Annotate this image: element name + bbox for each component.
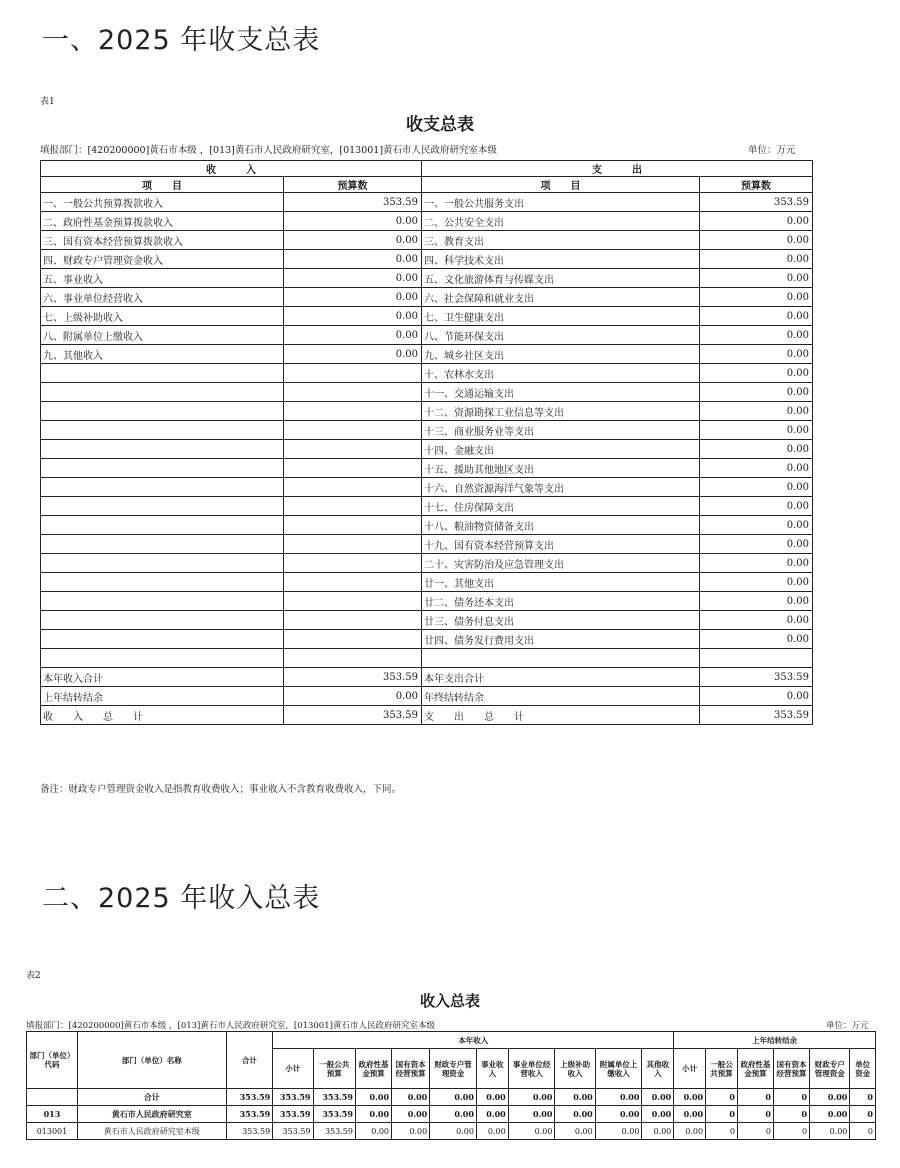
t2-current-value: 0.00	[555, 1089, 595, 1106]
income-value: 0.00	[284, 288, 422, 307]
t2-current-value: 0.00	[642, 1089, 674, 1106]
t2-carry-value: 0.00	[674, 1089, 706, 1106]
t2-subcol-current: 事业收入	[476, 1049, 508, 1089]
table1-row	[41, 212, 813, 231]
t2-current-value: 0.00	[476, 1089, 508, 1106]
t2-carry-value: 0	[737, 1089, 773, 1106]
table2-row	[27, 1123, 876, 1140]
income-value	[284, 630, 422, 649]
t2-carry-value: 0	[850, 1123, 876, 1140]
expense-item: 二、公共安全支出	[422, 212, 700, 231]
expense-item: 四、科学技术支出	[422, 250, 700, 269]
table1-row	[41, 421, 813, 440]
expense-value: 0.00	[700, 554, 813, 573]
expense-item: 本年支出合计	[422, 668, 700, 687]
expense-value: 0.00	[700, 573, 813, 592]
income-value: 0.00	[284, 269, 422, 288]
table1-row	[41, 478, 813, 497]
expense-item: 七、卫生健康支出	[422, 307, 700, 326]
t2-carry-value: 0	[773, 1106, 809, 1123]
expense-item: 十四、金融支出	[422, 440, 700, 459]
table1-row	[41, 554, 813, 573]
expense-item: 廿三、债务付息支出	[422, 611, 700, 630]
t2-current-value: 0.00	[392, 1089, 430, 1106]
col-item-out: 项 目	[422, 177, 700, 193]
income-item: 收 入 总 计	[41, 706, 284, 725]
table1-row	[41, 573, 813, 592]
income-item	[41, 573, 284, 592]
expense-value: 0.00	[700, 516, 813, 535]
income-item	[41, 478, 284, 497]
income-item: 八、附属单位上缴收入	[41, 326, 284, 345]
table1-row	[41, 250, 813, 269]
t2-subcol-current: 事业单位经营收入	[508, 1049, 555, 1089]
t2-code: 013	[27, 1106, 78, 1123]
expense-item: 八、节能环保支出	[422, 326, 700, 345]
t2-col-name: 部门（单位）名称	[77, 1032, 226, 1089]
col-item-in: 项 目	[41, 177, 284, 193]
income-value: 0.00	[284, 307, 422, 326]
expense-item	[422, 649, 700, 668]
t2-subcol-carry: 单位资金	[850, 1049, 876, 1089]
income-value	[284, 535, 422, 554]
expense-item: 六、社会保障和就业支出	[422, 288, 700, 307]
expense-value: 0.00	[700, 459, 813, 478]
t2-subcol-current: 一般公共预算	[313, 1049, 355, 1089]
expense-item: 三、教育支出	[422, 231, 700, 250]
table1-row	[41, 288, 813, 307]
income-item: 二、政府性基金预算拨款收入	[41, 212, 284, 231]
income-summary-table	[26, 1031, 876, 1140]
income-value	[284, 611, 422, 630]
section1-title: 一、2025 年收支总表	[42, 25, 321, 56]
table2-row	[27, 1106, 876, 1123]
t2-current-value: 0.00	[555, 1106, 595, 1123]
t2-current-value: 353.59	[313, 1089, 355, 1106]
income-item	[41, 592, 284, 611]
expense-item: 十六、自然资源海洋气象等支出	[422, 478, 700, 497]
t2-current-value: 0.00	[508, 1089, 555, 1106]
t2-col-total: 合计	[226, 1032, 273, 1089]
t2-current-value: 353.59	[273, 1106, 313, 1123]
t2-current-value: 0.00	[355, 1106, 391, 1123]
income-item: 七、上级补助收入	[41, 307, 284, 326]
t2-current-value: 0.00	[355, 1123, 391, 1140]
expense-value: 0.00	[700, 288, 813, 307]
income-item: 四、财政专户管理资金收入	[41, 250, 284, 269]
expense-item: 十五、援助其他地区支出	[422, 459, 700, 478]
t2-carry-value: 0	[850, 1089, 876, 1106]
income-item	[41, 630, 284, 649]
table1-subheader-row	[41, 177, 813, 193]
income-item	[41, 459, 284, 478]
expense-item: 十一、交通运输支出	[422, 383, 700, 402]
expense-item: 一、一般公共服务支出	[422, 193, 700, 212]
expense-value: 0.00	[700, 402, 813, 421]
t2-subcol-current: 财政专户管理资金	[430, 1049, 477, 1089]
income-value: 353.59	[284, 193, 422, 212]
table1-label: 表1	[40, 97, 55, 107]
t2-carry-value: 0.00	[810, 1106, 850, 1123]
expense-item: 十二、资源勘探工业信息等支出	[422, 402, 700, 421]
table1-row	[41, 516, 813, 535]
table1-row	[41, 345, 813, 364]
income-item: 九、其他收入	[41, 345, 284, 364]
income-item: 上年结转结余	[41, 687, 284, 706]
table1-unit: 单位：万元	[748, 145, 796, 156]
table1-row	[41, 649, 813, 668]
t2-current-value: 0.00	[555, 1123, 595, 1140]
income-value	[284, 554, 422, 573]
t2-name: 黄石市人民政府研究室本级	[77, 1123, 226, 1140]
expense-item: 九、城乡社区支出	[422, 345, 700, 364]
income-value	[284, 497, 422, 516]
income-value	[284, 440, 422, 459]
expense-value: 353.59	[700, 668, 813, 687]
t2-current-value: 353.59	[273, 1089, 313, 1106]
expense-item: 年终结转结余	[422, 687, 700, 706]
t2-current-value: 353.59	[313, 1106, 355, 1123]
table1-row	[41, 402, 813, 421]
expense-item: 十三、商业服务业等支出	[422, 421, 700, 440]
t2-subcol-current: 政府性基金预算	[355, 1049, 391, 1089]
expense-value: 0.00	[700, 383, 813, 402]
t2-current-value: 0.00	[595, 1123, 642, 1140]
income-item	[41, 611, 284, 630]
t2-current-value: 0.00	[392, 1123, 430, 1140]
t2-carry-value: 0	[773, 1089, 809, 1106]
table1-row	[41, 535, 813, 554]
table1-header-row	[41, 161, 813, 177]
income-item	[41, 421, 284, 440]
table1-row	[41, 687, 813, 706]
expense-item: 十八、粮油物资储备支出	[422, 516, 700, 535]
t2-total: 353.59	[226, 1123, 273, 1140]
income-value	[284, 649, 422, 668]
income-value	[284, 383, 422, 402]
income-value: 0.00	[284, 250, 422, 269]
t2-subcol-carry: 政府性基金预算	[737, 1049, 773, 1089]
t2-current-value: 0.00	[642, 1106, 674, 1123]
table2-unit: 单位：万元	[826, 1021, 869, 1031]
expense-value: 353.59	[700, 193, 813, 212]
income-item: 本年收入合计	[41, 668, 284, 687]
t2-current-value: 0.00	[430, 1123, 477, 1140]
expense-item: 十九、国有资本经营预算支出	[422, 535, 700, 554]
expense-item: 廿四、债务发行费用支出	[422, 630, 700, 649]
table2-filler: 填报部门：[420200000]黄石市本级 ，[013]黄石市人民政府研究室，[013001]黄石市人民政府研究室本级	[26, 1021, 435, 1031]
t2-current-value: 0.00	[355, 1089, 391, 1106]
section2-title: 二、2025 年收入总表	[42, 883, 321, 914]
expense-value: 0.00	[700, 630, 813, 649]
t2-current-value: 353.59	[313, 1123, 355, 1140]
t2-current-value: 0.00	[476, 1106, 508, 1123]
income-value	[284, 478, 422, 497]
income-value: 0.00	[284, 212, 422, 231]
t2-current-value: 0.00	[430, 1089, 477, 1106]
income-item	[41, 535, 284, 554]
col-budget-in: 预算数	[284, 177, 422, 193]
t2-code: 013001	[27, 1123, 78, 1140]
table1-row	[41, 459, 813, 478]
income-item	[41, 364, 284, 383]
table1-row	[41, 497, 813, 516]
income-value	[284, 516, 422, 535]
table1-row	[41, 193, 813, 212]
income-value	[284, 573, 422, 592]
expense-value: 0.00	[700, 478, 813, 497]
income-item	[41, 516, 284, 535]
t2-carry-value: 0	[850, 1106, 876, 1123]
t2-subcol-carry: 小计	[674, 1049, 706, 1089]
t2-code	[27, 1089, 78, 1106]
t2-current-value: 0.00	[476, 1123, 508, 1140]
expense-item: 二十、灾害防治及应急管理支出	[422, 554, 700, 573]
t2-current-value: 0.00	[642, 1123, 674, 1140]
income-item	[41, 497, 284, 516]
expense-value: 0.00	[700, 421, 813, 440]
table2-title: 收入总表	[419, 992, 480, 1010]
t2-subcol-carry: 财政专户管理资金	[810, 1049, 850, 1089]
expense-value: 0.00	[700, 307, 813, 326]
income-value: 353.59	[284, 706, 422, 725]
t2-col-current: 本年收入	[273, 1032, 674, 1049]
expense-header: 支 出	[422, 161, 813, 177]
table1-row	[41, 440, 813, 459]
col-budget-out: 预算数	[700, 177, 813, 193]
t2-carry-value: 0	[773, 1123, 809, 1140]
t2-subcol-current: 上级补助收入	[555, 1049, 595, 1089]
expense-value: 0.00	[700, 269, 813, 288]
table1-row	[41, 269, 813, 288]
t2-carry-value: 0	[706, 1123, 738, 1140]
t2-carry-value: 0	[737, 1106, 773, 1123]
income-item	[41, 554, 284, 573]
income-value	[284, 364, 422, 383]
expense-value: 0.00	[700, 364, 813, 383]
expense-item: 廿二、债务还本支出	[422, 592, 700, 611]
t2-carry-value: 0.00	[674, 1123, 706, 1140]
income-value: 0.00	[284, 345, 422, 364]
income-value: 353.59	[284, 668, 422, 687]
expense-value: 0.00	[700, 212, 813, 231]
expense-item: 廿一、其他支出	[422, 573, 700, 592]
income-value	[284, 459, 422, 478]
expense-value: 0.00	[700, 345, 813, 364]
expense-value: 0.00	[700, 250, 813, 269]
t2-carry-value: 0.00	[810, 1089, 850, 1106]
income-value	[284, 592, 422, 611]
t2-current-value: 0.00	[595, 1106, 642, 1123]
income-item: 五、事业收入	[41, 269, 284, 288]
table1-row	[41, 630, 813, 649]
expense-value: 0.00	[700, 326, 813, 345]
t2-subcol-carry: 一般公共预算	[706, 1049, 738, 1089]
expense-value: 0.00	[700, 440, 813, 459]
income-item: 一、一般公共预算拨款收入	[41, 193, 284, 212]
income-value	[284, 421, 422, 440]
table1-row	[41, 592, 813, 611]
expense-value: 0.00	[700, 592, 813, 611]
t2-current-value: 0.00	[430, 1106, 477, 1123]
table2-label: 表2	[26, 971, 41, 981]
t2-carry-value: 0	[706, 1089, 738, 1106]
expense-item: 十七、住房保障支出	[422, 497, 700, 516]
t2-current-value: 0.00	[508, 1106, 555, 1123]
expense-item: 五、文化旅游体育与传媒支出	[422, 269, 700, 288]
expense-value: 0.00	[700, 231, 813, 250]
t2-subcol-carry: 国有资本经营预算	[773, 1049, 809, 1089]
t2-total: 353.59	[226, 1089, 273, 1106]
expense-value: 353.59	[700, 706, 813, 725]
expense-value: 0.00	[700, 497, 813, 516]
expense-value	[700, 649, 813, 668]
t2-name: 黄石市人民政府研究室	[77, 1106, 226, 1123]
t2-current-value: 0.00	[595, 1089, 642, 1106]
expense-value: 0.00	[700, 687, 813, 706]
table1-row	[41, 611, 813, 630]
t2-col-code: 部门（单位）代码	[27, 1032, 78, 1089]
income-item	[41, 402, 284, 421]
t2-carry-value: 0	[737, 1123, 773, 1140]
income-header: 收 入	[41, 161, 422, 177]
t2-subcol-current: 小计	[273, 1049, 313, 1089]
t2-current-value: 353.59	[273, 1123, 313, 1140]
t2-current-value: 0.00	[508, 1123, 555, 1140]
income-item	[41, 649, 284, 668]
income-item: 三、国有资本经营预算拨款收入	[41, 231, 284, 250]
table1-title: 收支总表	[406, 115, 474, 135]
t2-subcol-current: 国有资本经营预算	[392, 1049, 430, 1089]
expense-item: 十、农林水支出	[422, 364, 700, 383]
t2-carry-value: 0.00	[674, 1106, 706, 1123]
income-value	[284, 402, 422, 421]
table1-row	[41, 668, 813, 687]
t2-col-carry: 上年结转结余	[674, 1032, 876, 1049]
t2-name: 合计	[77, 1089, 226, 1106]
table1-row	[41, 307, 813, 326]
table2-row	[27, 1089, 876, 1106]
expense-value: 0.00	[700, 611, 813, 630]
t2-carry-value: 0	[706, 1106, 738, 1123]
t2-current-value: 0.00	[392, 1106, 430, 1123]
table1-filler: 填报部门：[420200000]黄石市本级 ，[013]黄石市人民政府研究室，[013001]黄石市人民政府研究室本级	[40, 145, 498, 156]
income-value: 0.00	[284, 231, 422, 250]
income-expense-table	[40, 160, 813, 725]
income-item	[41, 383, 284, 402]
income-value: 0.00	[284, 687, 422, 706]
table1-row	[41, 383, 813, 402]
expense-value: 0.00	[700, 535, 813, 554]
income-value: 0.00	[284, 326, 422, 345]
income-item	[41, 440, 284, 459]
income-item: 六、事业单位经营收入	[41, 288, 284, 307]
table1-row	[41, 364, 813, 383]
table1-row	[41, 231, 813, 250]
t2-subcol-current: 其他收入	[642, 1049, 674, 1089]
table1-note: 备注：财政专户管理资金收入是指教育收费收入；事业收入不含教育收费收入，下同。	[40, 784, 402, 795]
expense-item: 支 出 总 计	[422, 706, 700, 725]
t2-carry-value: 0.00	[810, 1123, 850, 1140]
t2-subcol-current: 附属单位上缴收入	[595, 1049, 642, 1089]
t2-total: 353.59	[226, 1106, 273, 1123]
table1-row	[41, 706, 813, 725]
table1-row	[41, 326, 813, 345]
